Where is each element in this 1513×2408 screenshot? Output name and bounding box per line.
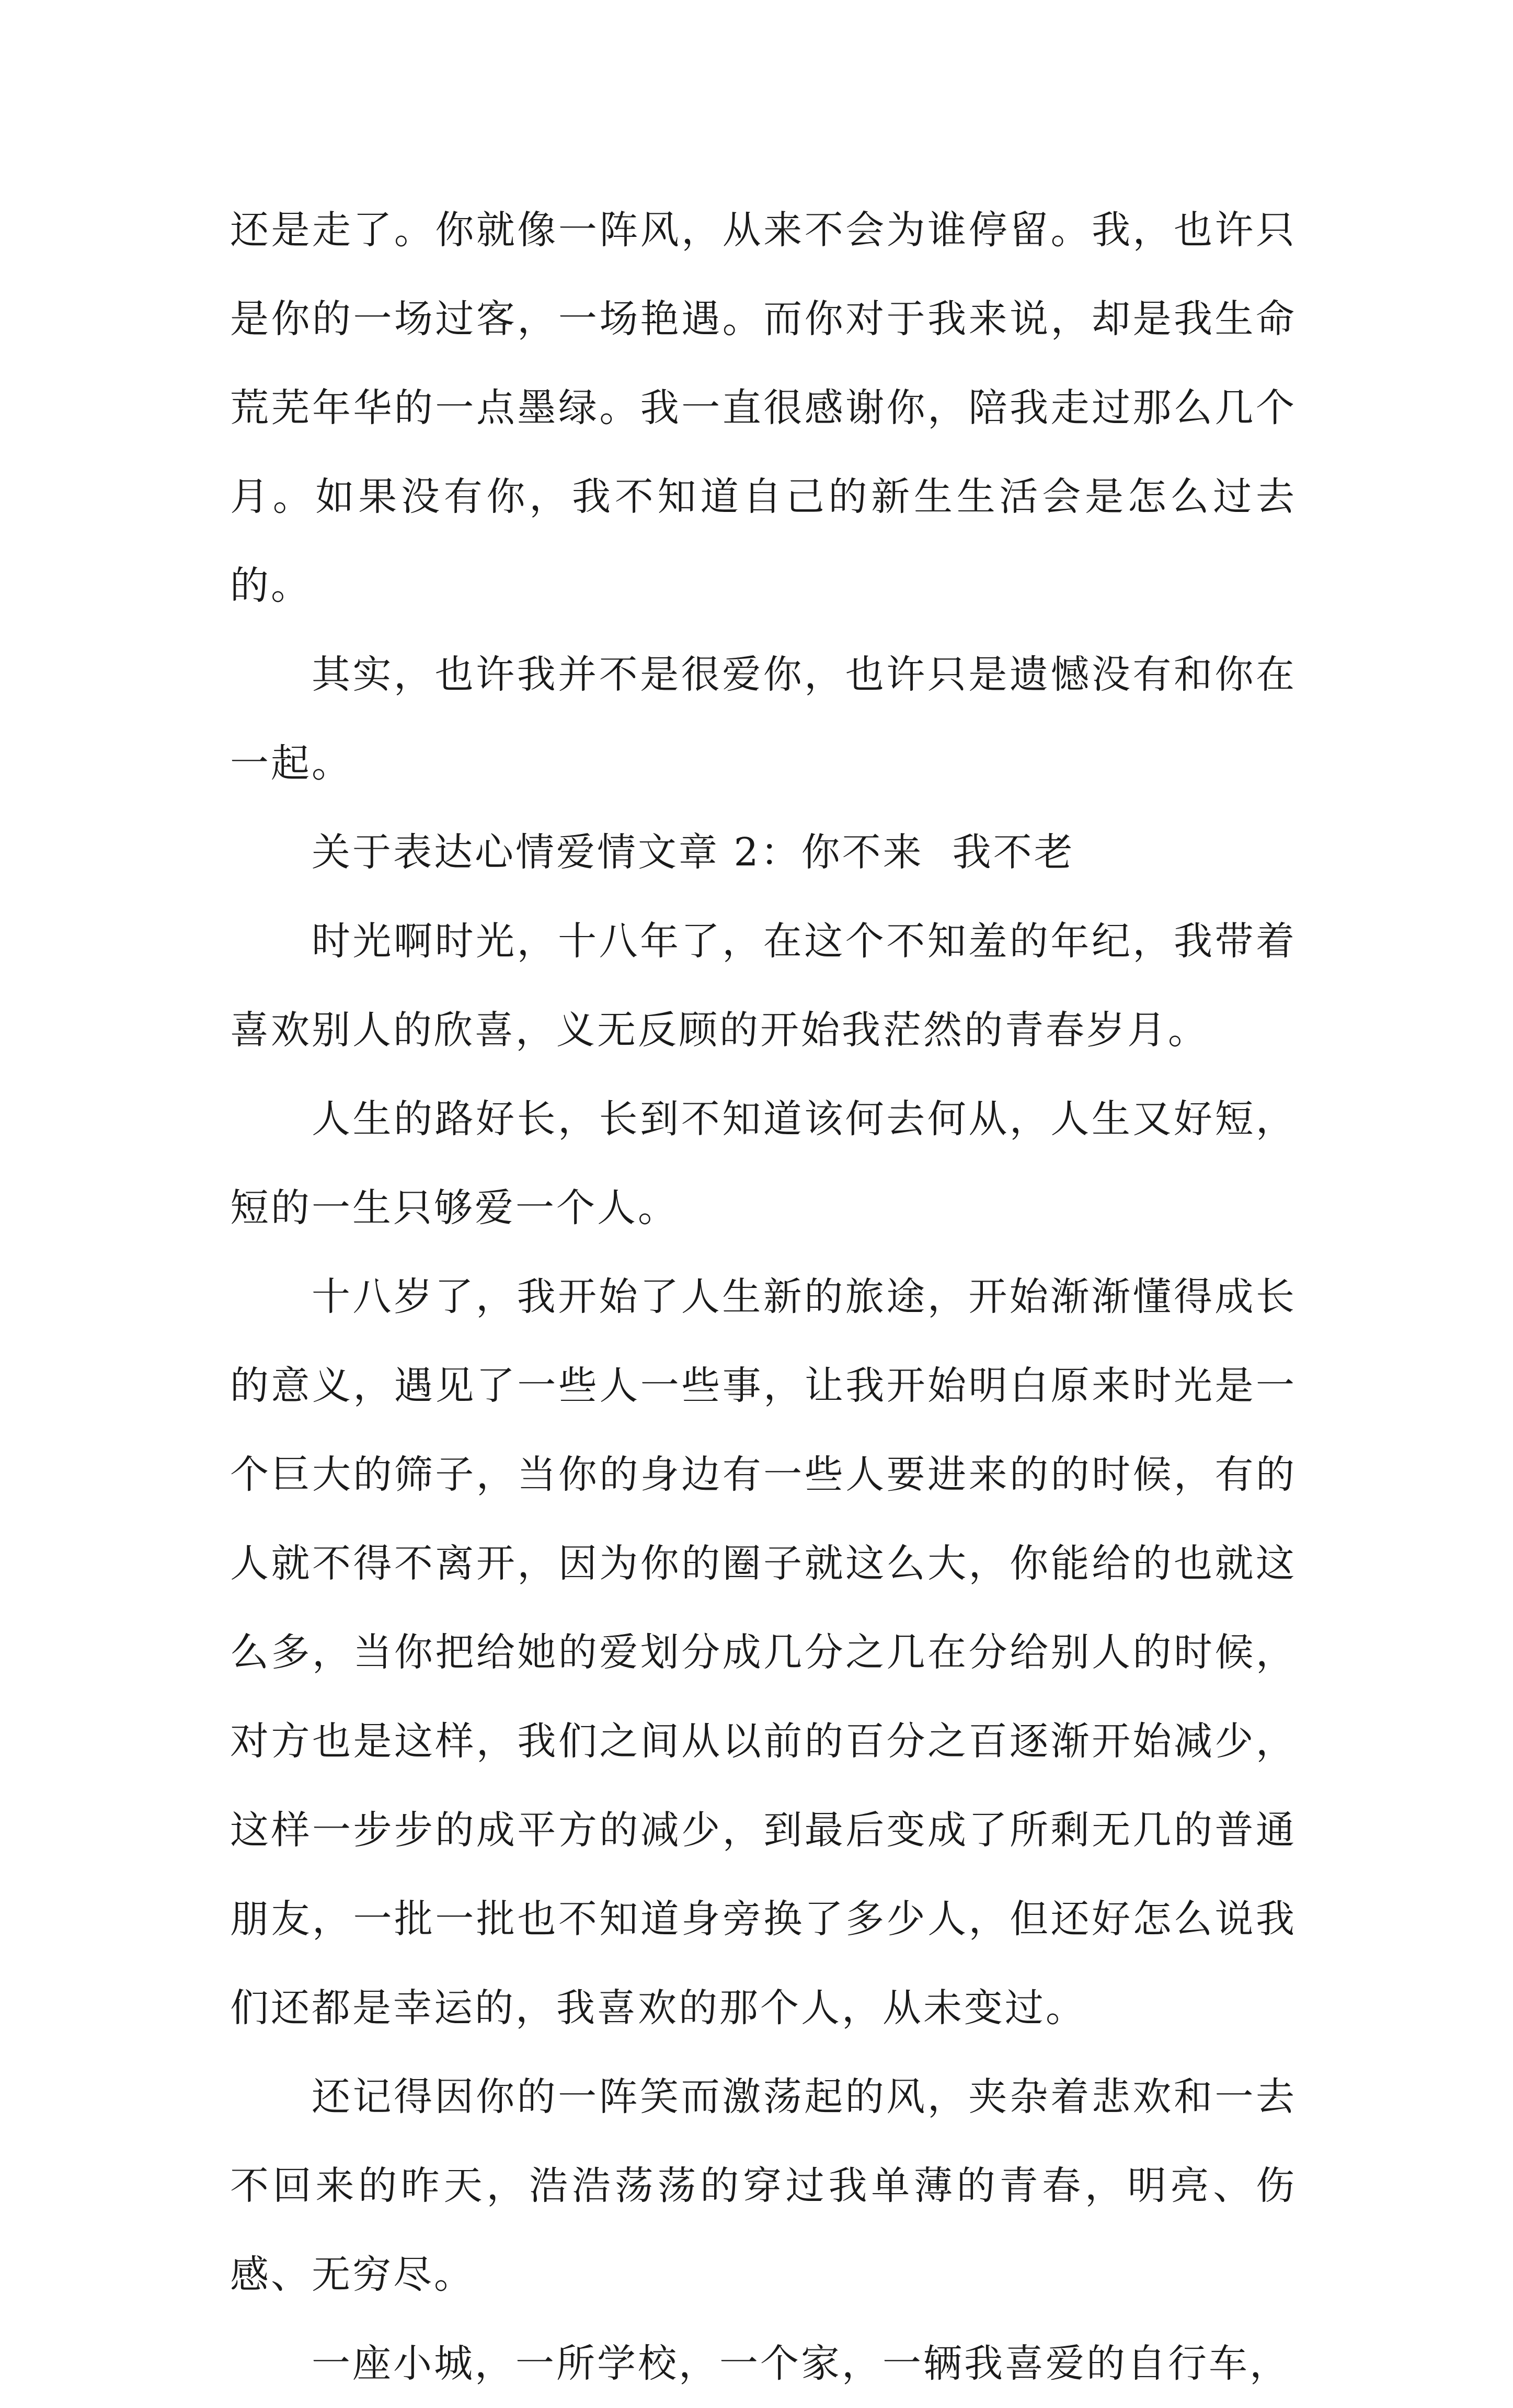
section-heading: 关于表达心情爱情文章 2：你不来 我不老	[312, 830, 1075, 875]
paragraph: 时光啊时光，十八年了，在这个不知羞的年纪，我带着喜欢别人的欣喜，义无反顾的开始我茫然的青春岁月。	[230, 919, 1297, 1053]
paragraph: 一座小城，一所学校，一个家，一辆我喜爱的自行车，	[312, 2341, 1290, 2386]
paragraph: 人生的路好长，长到不知道该何去何从，人生又好短，短的一生只够爱一个人。	[230, 1097, 1297, 1230]
paragraph: 其实，也许我并不是很爱你，也许只是遗憾没有和你在一起。	[230, 652, 1297, 786]
paragraph-continued: 还是走了。你就像一阵风，从来不会为谁停留。我，也许只是你的一场过客，一场艳遇。而你对于我来说，却是我生命荒芜年华的一点墨绿。我一直很感谢你，陪我走过那么几个月。如果没有你，我不知道自己的新生生活会是怎么过去的。	[230, 208, 1297, 608]
document-body	[230, 186, 1297, 2408]
paragraph: 还记得因你的一阵笑而激荡起的风，夹杂着悲欢和一去不回来的昨天，浩浩荡荡的穿过我单薄的青春，明亮、伤感、无穷尽。	[230, 2074, 1297, 2297]
paragraph: 十八岁了，我开始了人生新的旅途，开始渐渐懂得成长的意义，遇见了一些人一些事，让我开始明白原来时光是一个巨大的筛子，当你的身边有一些人要进来的的时候，有的人就不得不离开，因为你的圈子就这么大，你能给的也就这么多，当你把给她的爱划分成几分之几在分给别人的时候，对方也是这样，我们之间从以前的百分之百逐渐开始减少，这样一步步的成平方的减少，到最后变成了所剩无几的普通朋友，一批一批也不知道身旁换了多少人，但还好怎么说我们还都是幸运的，我喜欢的那个人，从未变过。	[230, 1274, 1297, 2030]
